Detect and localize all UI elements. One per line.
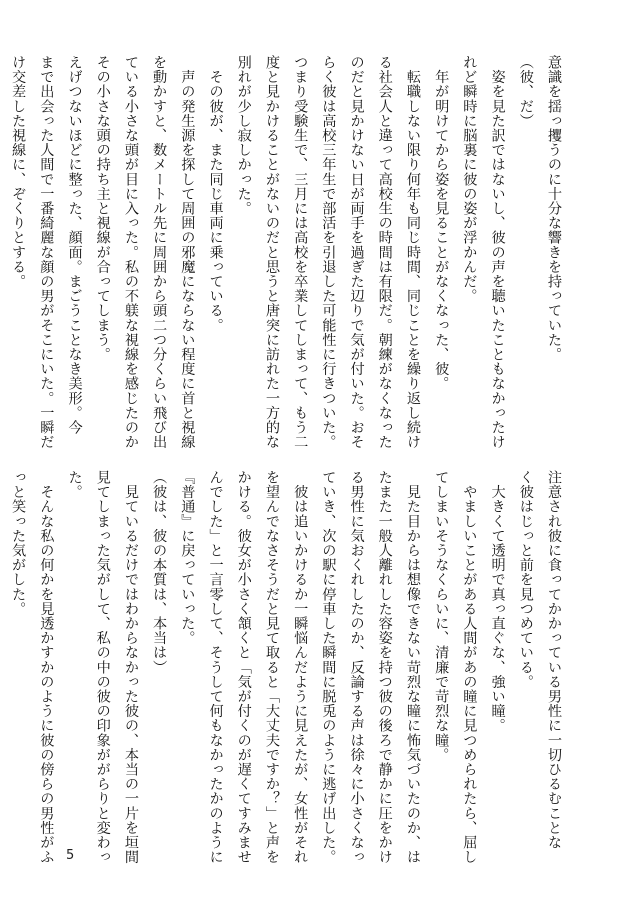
text-line: つまり受験生で、三月には高校を卒業してしまって、もう二 [292, 55, 309, 450]
page-number: 5 [66, 848, 75, 863]
text-line [0, 55, 4, 450]
text-line: 年が明けてから姿を見ることがなくなった、彼。 [433, 55, 450, 391]
text-line: 『普通』に戻っていった。 [179, 470, 196, 646]
text-line [0, 470, 4, 770]
text-line: る男性に気おくれしたのか、反論する声は徐々に小さくなっ [348, 470, 365, 865]
text-line: そんな私の何かを見透かすかのように彼の傍らの男性がふ [38, 470, 55, 865]
text-line: かける。彼女が小さく頷くと「気が付くのが遅くてすみませ [235, 470, 252, 865]
text-line: のだと見かけない日が両手を過ぎた辺りで気が付いた。おそ [348, 55, 365, 450]
text-line: その小さな頭の持ち主と視線が合ってしまう。 [94, 55, 111, 362]
text-line: んでした」と一言零して、そうして何もなかったかのように [207, 470, 224, 865]
text-line: け交差した視線に、ぞくりとする。 [10, 55, 27, 289]
top-text-block [10, 55, 568, 450]
text-line: 意識を揺っ攫うのに十分な響きを持っていた。 [546, 55, 562, 362]
text-line: 声の発生源を探して周囲の邪魔にならない程度に首と視線 [179, 55, 196, 450]
text-line: 姿を見た訳ではないし、彼の声を聴いたこともなかったけ [489, 55, 506, 450]
text-line: を望んでなさそうだと見て取ると「大丈夫ですか？」と声を [263, 470, 280, 865]
text-line: てしまいそうなくらいに、清廉で苛烈な瞳。 [433, 470, 450, 762]
text-line: る社会人と違って高校生の時間は有限だ。朝練がなくなった [376, 55, 393, 450]
text-line: 彼は追いかけるか一瞬悩んだように見えたが、女性がそれ [292, 470, 309, 865]
text-line: を動かすと、数メートル先に周囲から頭二つ分くらい飛び出 [151, 55, 168, 450]
text-line: ていき、次の駅に停車した瞬間に脱兎のように逃げ出した。 [320, 470, 337, 865]
text-line: た。 [66, 470, 83, 500]
text-line: 大きくて透明で真っ直ぐな、強い瞳。 [489, 470, 506, 733]
bottom-text-block [10, 470, 568, 865]
text-line: 見た目からは想像できない苛烈な瞳に怖気づいたのか、は [404, 470, 421, 865]
text-line: 度と見かけることがないのだと思うと唐突に訪れた一方的な [263, 55, 280, 450]
text-line: 見ているだけではわからなかった彼の、本当の一片を垣間 [122, 470, 139, 865]
text-line: たまた一般人離れした容姿を持つ彼の後ろで静かに圧をかけ [376, 470, 393, 865]
text-line: れど瞬時に脳裏に彼の姿が浮かんだ。 [461, 55, 478, 304]
text-line: やましいことがある人間があの瞳に見つめられたら、屈し [461, 470, 478, 865]
text-line: らく彼は高校三年生で部活を引退した可能性に行きついた。 [320, 55, 337, 450]
text-line: まで出会った人間で一番綺麗な顔の男がそこにいた。一瞬だ [38, 55, 55, 450]
text-line: （彼は、彼の本質は、本当は） [151, 470, 168, 675]
text-line: 注意され彼に食ってかかっている男性に一切ひるむことな [546, 470, 562, 850]
text-line: えげつないほどに整った、顔面。まごうことなき美形。今 [66, 55, 83, 435]
text-line: ている小さな頭が目に入った。私の不躾な視線を感じたのか [122, 55, 139, 450]
text-line: 見てしまった気がして、私の中の彼の印象ががらりと変わっ [94, 470, 111, 865]
text-line: っと笑った気がした。 [10, 470, 27, 616]
text-line: （彼、だ） [517, 55, 534, 128]
text-line: 転職しない限り何年も同じ時間、同じことを繰り返し続け [404, 55, 421, 450]
text-line: 別れが少し寂しかった。 [235, 55, 252, 216]
text-line: く彼はじっと前を見つめている。 [517, 470, 534, 689]
text-line: その彼が、また同じ車両に乗っている。 [207, 55, 224, 333]
